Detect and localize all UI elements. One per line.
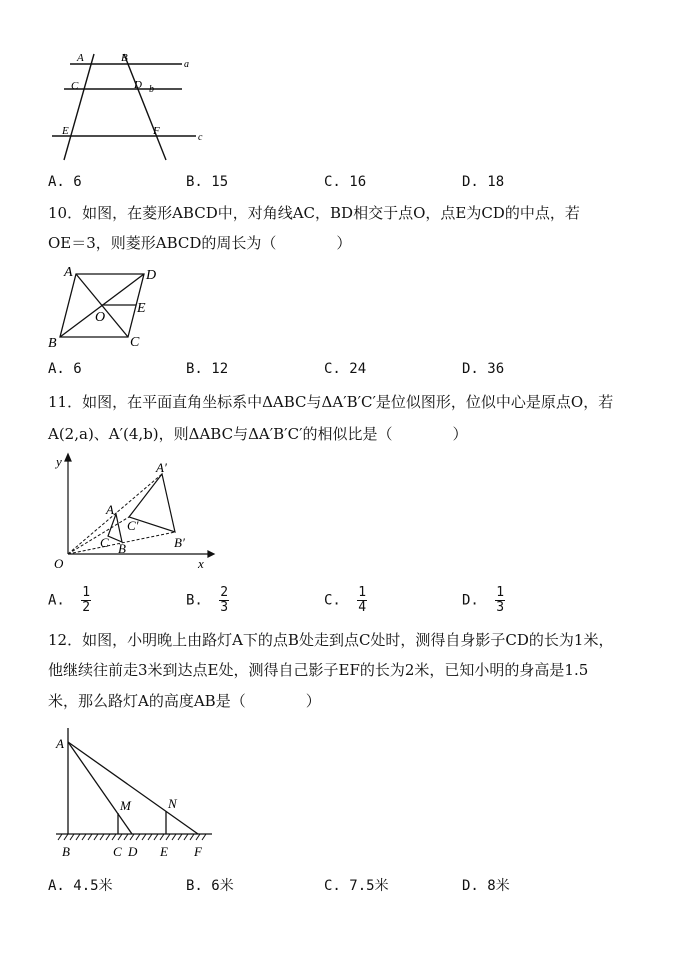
label-A: A xyxy=(77,52,84,64)
x-arrow xyxy=(208,551,214,557)
q11-text-line1: 11．如图，在平面直角坐标系中ΔABC与ΔA′B′C′是位似图形，位似中心是原点O，若 xyxy=(48,393,614,411)
label-M: M xyxy=(120,798,131,813)
label-F: F xyxy=(153,125,160,137)
transversal-left xyxy=(64,54,94,160)
label-A: A xyxy=(64,265,73,280)
numerator: 1 xyxy=(82,585,91,600)
light-ray-AF xyxy=(68,742,198,834)
label-b: b xyxy=(149,84,154,95)
q9-option-b[interactable]: B. 15 xyxy=(186,174,229,190)
q11-option-d[interactable] xyxy=(462,586,505,615)
q12-option-c[interactable]: C. 7.5米 xyxy=(324,878,389,894)
fraction xyxy=(81,586,91,615)
fraction xyxy=(219,586,229,615)
denominator: 2 xyxy=(82,600,91,615)
label-B: B xyxy=(62,844,70,859)
q12-option-b[interactable]: B. 6米 xyxy=(186,878,234,894)
label-E: E xyxy=(137,301,146,316)
q12-streetlight-figure xyxy=(48,722,218,862)
label-O: O xyxy=(54,556,64,571)
q10-rhombus-figure xyxy=(46,262,166,350)
option-prefix: B. xyxy=(186,592,203,609)
q12-option-a[interactable]: A. 4.5米 xyxy=(48,878,113,894)
q11-coordinate-figure xyxy=(48,452,218,572)
q10-option-b[interactable]: B. 12 xyxy=(186,361,229,377)
label-E: E xyxy=(62,125,69,137)
q9-figure xyxy=(50,48,220,163)
q10-option-c[interactable]: C. 24 xyxy=(324,361,367,377)
denominator: 3 xyxy=(496,600,505,615)
label-A: A xyxy=(56,736,64,751)
label-C-prime: C′ xyxy=(127,518,139,533)
label-B-prime: B′ xyxy=(174,535,185,550)
q10-option-d[interactable]: D. 36 xyxy=(462,361,505,377)
q12-text-line3: 米，那么路灯A的高度AB是（ ） xyxy=(48,692,321,710)
q12-option-d[interactable]: D. 8米 xyxy=(462,878,510,894)
label-C: C xyxy=(71,80,79,92)
numerator: 1 xyxy=(358,585,367,600)
q12-text-line1: 12．如图，小明晚上由路灯A下的点B处走到点C处时，测得自身影子CD的长为1米， xyxy=(48,631,614,649)
label-B: B xyxy=(48,336,57,350)
q10-text-line2: OE＝3，则菱形ABCD的周长为（ ） xyxy=(48,234,352,252)
label-a: a xyxy=(184,59,189,70)
q9-option-d[interactable]: D. 18 xyxy=(462,174,505,190)
y-arrow xyxy=(65,454,71,461)
label-A: A xyxy=(106,502,114,517)
label-x: x xyxy=(198,556,204,571)
label-B: B xyxy=(121,52,128,64)
numerator: 1 xyxy=(496,585,505,600)
light-ray-AD xyxy=(68,742,132,834)
option-prefix: C. xyxy=(324,592,341,609)
q11-option-b[interactable] xyxy=(186,586,229,615)
numerator: 2 xyxy=(220,585,229,600)
denominator: 4 xyxy=(358,600,367,615)
q11-option-c[interactable] xyxy=(324,586,367,615)
option-prefix: D. xyxy=(462,592,479,609)
label-E: E xyxy=(160,844,168,859)
label-C: C xyxy=(130,335,140,350)
denominator: 3 xyxy=(220,600,229,615)
q11-text-line2: A(2,a)、A′(4,b)，则ΔABC与ΔA′B′C′的相似比是（ ） xyxy=(48,425,468,443)
label-F: F xyxy=(194,844,202,859)
label-N: N xyxy=(168,796,177,811)
label-A-prime: A′ xyxy=(156,460,167,475)
q9-option-c[interactable]: C. 16 xyxy=(324,174,367,190)
label-O: O xyxy=(95,310,106,325)
label-D: D xyxy=(146,268,157,283)
option-prefix: A. xyxy=(48,592,65,609)
q10-text-line1: 10．如图，在菱形ABCD中，对角线AC，BD相交于点O，点E为CD的中点，若 xyxy=(48,204,580,222)
label-C: C xyxy=(113,844,122,859)
label-D: D xyxy=(134,79,142,91)
q11-option-a[interactable] xyxy=(48,586,91,615)
fraction xyxy=(495,586,505,615)
label-D: D xyxy=(128,844,138,859)
label-y: y xyxy=(56,454,62,469)
transversal-right xyxy=(124,54,166,160)
q9-option-a[interactable]: A. 6 xyxy=(48,174,82,190)
ray-OA xyxy=(68,474,162,554)
q10-option-a[interactable]: A. 6 xyxy=(48,361,82,377)
ground-hatching xyxy=(58,834,206,840)
label-C: C xyxy=(100,535,109,550)
q12-text-line2: 他继续往前走3米到达点E处，测得自己影子EF的长为2米，已知小明的身高是1.5 xyxy=(48,661,589,679)
fraction xyxy=(357,586,367,615)
label-B: B xyxy=(118,541,126,556)
label-c: c xyxy=(198,132,203,143)
